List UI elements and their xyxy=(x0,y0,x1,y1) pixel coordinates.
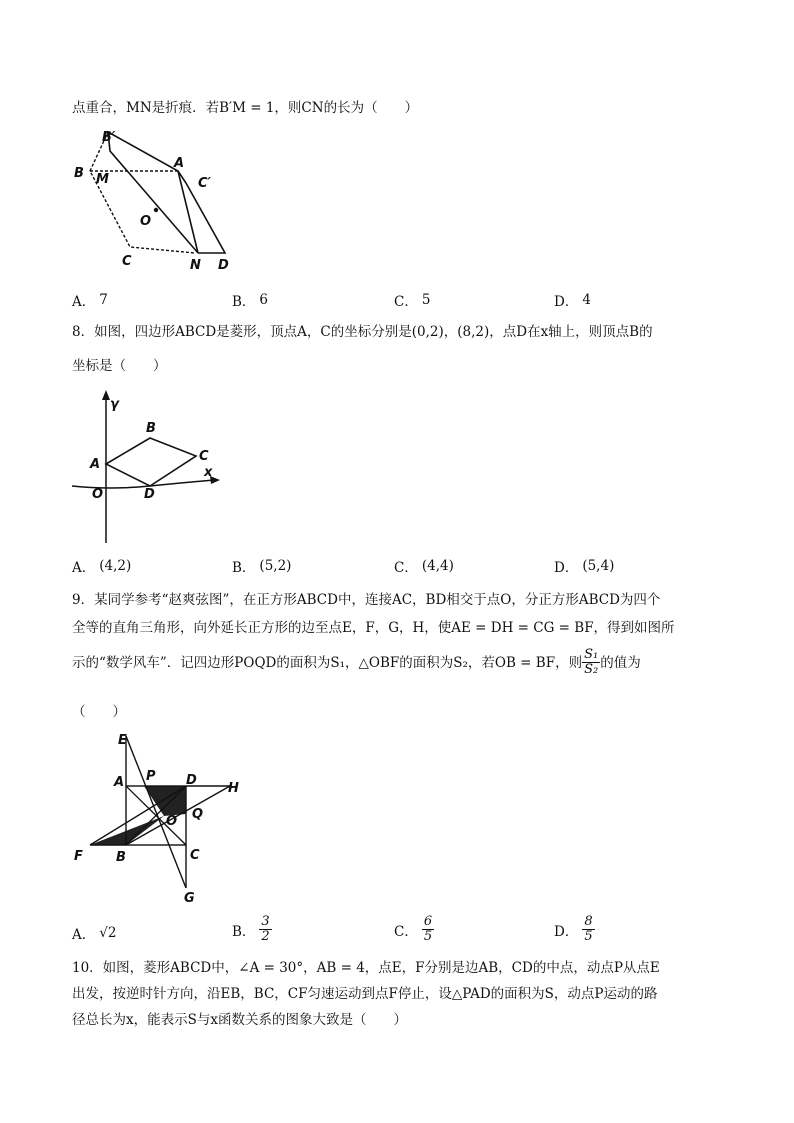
q8-figure xyxy=(70,388,230,548)
label-B: B xyxy=(116,850,126,865)
label-C-prime: C′ xyxy=(198,176,211,191)
label-O: O xyxy=(92,487,104,502)
label-x-axis: x xyxy=(204,465,213,480)
q7-option-a[interactable]: A． 7 xyxy=(72,292,108,310)
label-B: B xyxy=(146,421,156,436)
label-D: D xyxy=(186,773,197,788)
label-O: O xyxy=(166,814,178,829)
label-H: H xyxy=(228,781,239,796)
label-F: F xyxy=(74,849,83,864)
label-M: M xyxy=(96,172,109,187)
q7-option-b[interactable]: B． 6 xyxy=(232,292,269,310)
q9-stem-line1: 9．某同学参考“赵爽弦图”，在正方形ABCD中，连接AC，BD相交于点O，分正方形ABCD为四个 xyxy=(72,592,661,608)
q8-options xyxy=(72,556,732,580)
q9-options xyxy=(72,915,732,953)
label-A: A xyxy=(174,156,185,171)
label-G: G xyxy=(184,891,195,906)
q9-figure xyxy=(70,728,250,906)
q8-option-a[interactable]: A． (4,2) xyxy=(72,558,132,576)
q9-option-d[interactable]: D． $\frac{8}{5}$ xyxy=(554,914,593,944)
q7-option-d[interactable]: D． 4 xyxy=(554,292,591,310)
label-O: O xyxy=(140,214,152,229)
q9-stem-line3: 示的“数学风车”．记四边形POQD的面积为S₁，△OBF的面积为S₂，若OB = BF，则 $\frac{\text{S₁}}{\text{S₂}}$ 的值为 xyxy=(72,647,641,677)
q9-option-c[interactable]: C． $\frac{6}{5}$ xyxy=(394,914,433,944)
label-B: B xyxy=(74,166,84,181)
q10-stem-line3: 径总长为x，能表示S与x函数关系的图象大致是（ ） xyxy=(72,1012,407,1028)
fraction-s1-over-s2: $\frac{\text{S₁}}{\text{S₂}}$ xyxy=(584,647,599,677)
q9-option-b[interactable]: B． $\frac{3}{2}$ xyxy=(232,914,270,944)
q7-option-c[interactable]: C． 5 xyxy=(394,292,431,310)
q9-option-a[interactable]: A． √2 xyxy=(72,925,117,943)
q10-stem-line1: 10．如图，菱形ABCD中，∠A = 30°，AB = 4，点E，F分别是边AB，CD的中点，动点P从点E xyxy=(72,960,660,976)
q8-option-b[interactable]: B． (5,2) xyxy=(232,558,292,576)
label-E: E xyxy=(118,733,127,748)
q8-option-c[interactable]: C． (4,4) xyxy=(394,558,454,576)
label-P: P xyxy=(146,769,156,784)
label-B-prime: B′ xyxy=(102,130,116,145)
q7-figure xyxy=(70,125,240,275)
label-C: C xyxy=(199,449,209,464)
q10-stem-line2: 出发，按逆时针方向，沿EB，BC，CF匀速运动到点F停止，设△PAD的面积为S，动点P运动的路 xyxy=(72,986,658,1002)
label-y-axis: γ xyxy=(110,397,119,412)
q8-stem-line1: 8．如图，四边形ABCD是菱形，顶点A，C的坐标分别是(0,2)，(8,2)，点D在x轴上，则顶点B的 xyxy=(72,324,653,340)
q9-stem-line2: 全等的直角三角形，向外延长正方形的边至点E，F，G，H，使AE = DH = CG = BF，得到如图所 xyxy=(72,620,675,636)
label-C: C xyxy=(122,254,132,269)
label-A: A xyxy=(90,457,101,472)
label-A: A xyxy=(114,775,125,790)
q8-option-d[interactable]: D． (5,4) xyxy=(554,558,615,576)
label-D: D xyxy=(218,258,229,273)
label-Q: Q xyxy=(192,807,204,822)
label-N: N xyxy=(190,258,201,273)
q8-stem-line2: 坐标是（ ） xyxy=(72,358,167,374)
q7-stem-tail: 点重合，MN是折痕．若B′M = 1，则CN的长为（ ） xyxy=(72,100,419,116)
label-C: C xyxy=(190,848,200,863)
q7-options xyxy=(72,290,732,314)
q9-stem-line4: （ ） xyxy=(72,704,126,720)
label-D: D xyxy=(144,487,155,502)
